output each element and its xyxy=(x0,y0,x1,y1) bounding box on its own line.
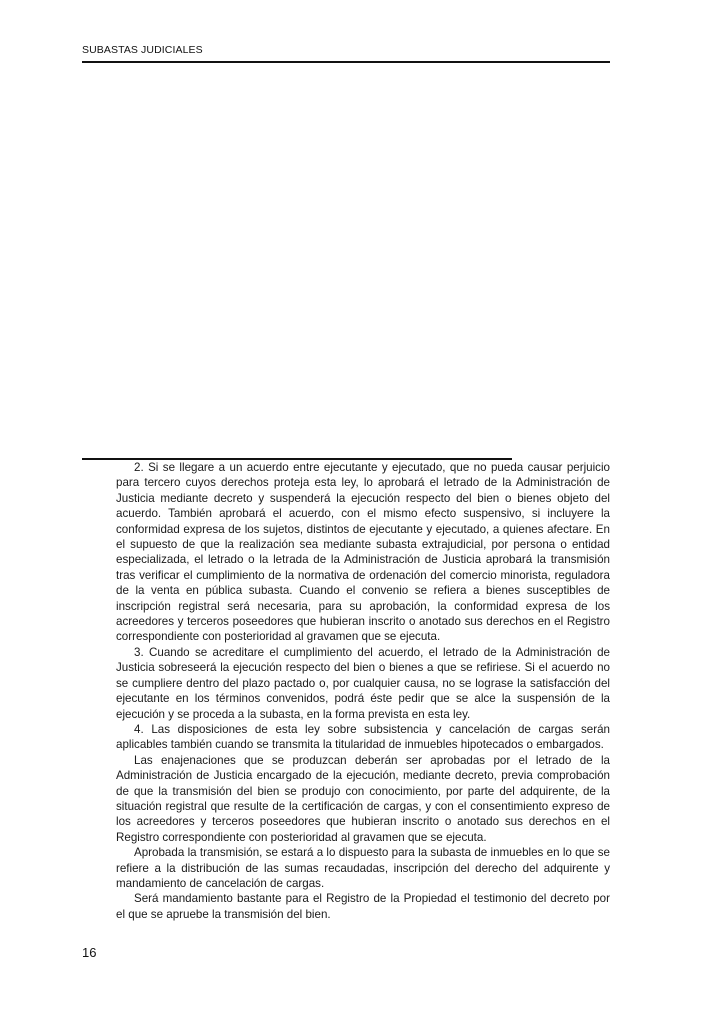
paragraph: 3. Cuando se acreditare el cumplimiento del acuerdo, el letrado de la Administración de Justicia sobreseerá la ejecución respecto del bien o bienes a que se refiriese. Si el acuerdo no se cumpliere dentro del plazo pactado o, por cualquier causa, no se lograse la satisfacción del ejecutante en los términos convenidos, podrá éste pedir que se alce la suspensión de la ejecución y se proceda a la subasta, en la forma prevista en esta ley. xyxy=(116,645,610,721)
page-number: 16 xyxy=(82,945,97,960)
header-rule xyxy=(82,61,610,63)
paragraph: 4. Las disposiciones de esta ley sobre subsistencia y cancelación de cargas serán aplicables también cuando se transmita la titularidad de inmuebles hipotecados o embargados. xyxy=(116,722,610,752)
body-text xyxy=(116,460,610,922)
paragraph: Aprobada la transmisión, se estará a lo dispuesto para la subasta de inmuebles en lo que se refiere a la distribución de las sumas recaudadas, inscripción del derecho del adquirente y mandamiento de cancelación de cargas. xyxy=(116,846,610,890)
paragraph: 2. Si se llegare a un acuerdo entre ejecutante y ejecutado, que no pueda causar perjuicio para tercero cuyos derechos proteja esta ley, lo aprobará el letrado de la Administración de Justicia mediante decreto y suspenderá la ejecución respecto del bien o bienes objeto del acuerdo. También aprobará el acuerdo, con el mismo efecto suspensivo, si incluyere la conformidad expresa de los sujetos, distintos de ejecutante y ejecutado, a quienes afectare. En el supuesto de que la realización sea mediante subasta extrajudicial, por persona o entidad especializada, el letrado o la letrada de la Administración de Justicia aprobará la transmisión tras verificar el cumplimiento de la normativa de ordenación del comercio minorista, reguladora de la venta en pública subasta. Cuando el convenio se refiera a bienes susceptibles de inscripción registral será necesaria, para su aprobación, la conformidad expresa de los acreedores y terceros poseedores que hubieran inscrito o anotado sus derechos en el Registro correspondiente con posterioridad al gravamen que se ejecuta. xyxy=(116,461,610,644)
paragraph: Será mandamiento bastante para el Registro de la Propiedad el testimonio del decreto por el que se apruebe la transmisión del bien. xyxy=(116,892,610,921)
running-header: SUBASTAS JUDICIALES xyxy=(82,44,203,56)
paragraph: Las enajenaciones que se produzcan deberán ser aprobadas por el letrado de la Administración de Justicia encargado de la ejecución, mediante decreto, previa comprobación de que la transmisión del bien se produjo con conocimiento, por parte del adquirente, de la situación registral que resulte de la certificación de cargas, y con el consentimiento expreso de los acreedores y terceros poseedores que hubieran inscrito o anotado sus derechos en el Registro correspondiente con posterioridad al gravamen que se ejecuta. xyxy=(116,753,610,844)
